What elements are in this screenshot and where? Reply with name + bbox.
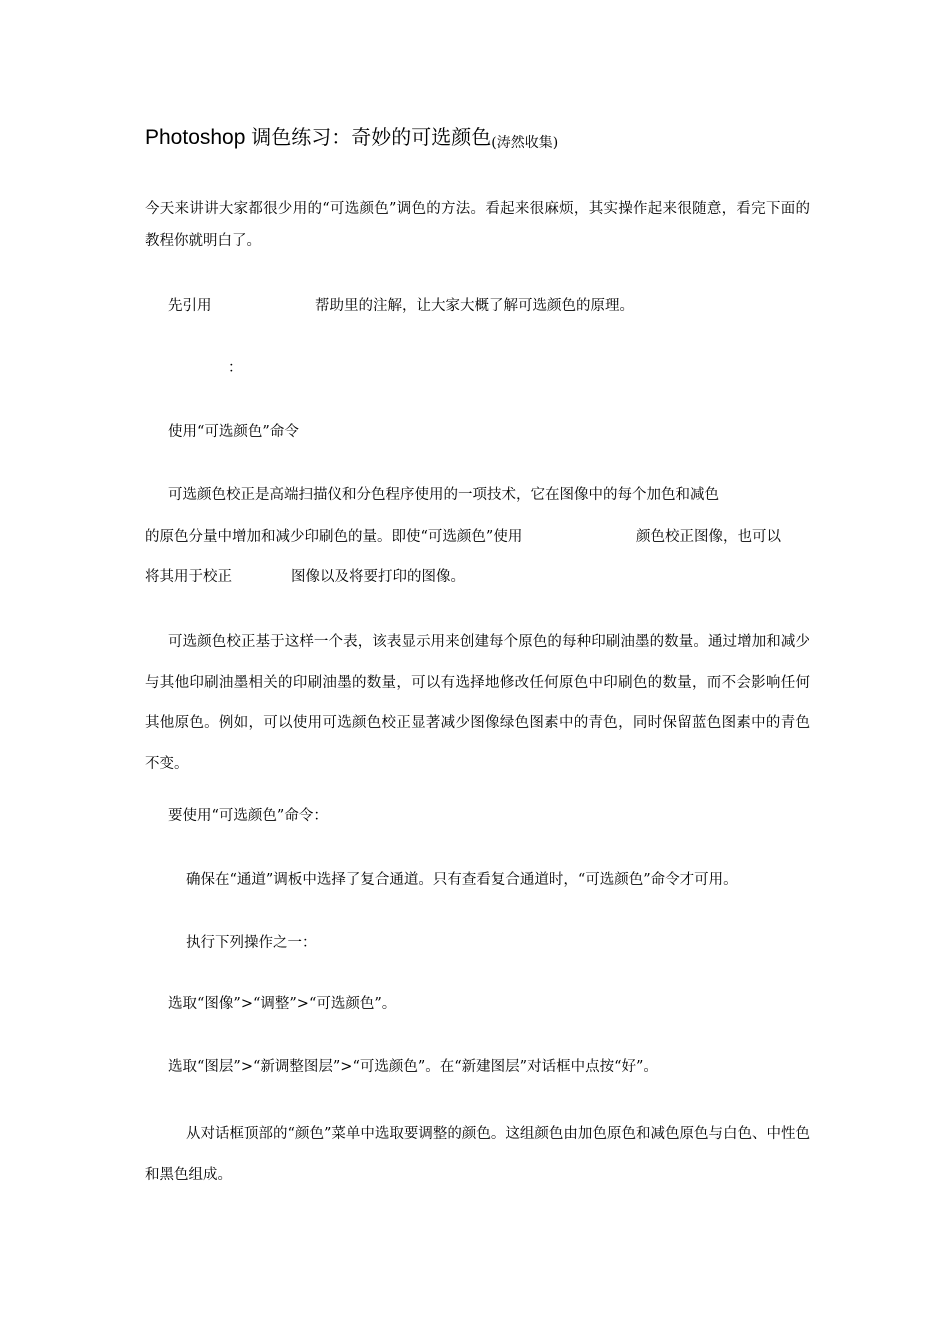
title-main: 调色练习：奇妙的可选颜色 xyxy=(251,125,492,149)
para2: 可选颜色校正基于这样一个表，该表显示用来创建每个原色的每种印刷油墨的数量。通过增加和减少与其他印刷油墨相关的印刷油墨的数量，可以有选择地修改任何原色中印刷色的数量，而不会影响任何其他原色。例如，可以使用可选颜色校正显著减少图像绿色图素中的青色，同时保留蓝色图素中的青色不变。 xyxy=(145,634,810,772)
usage-heading: 要使用“可选颜色”命令： xyxy=(168,808,328,824)
step-3: 从对话框顶部的“颜色”菜单中选取要调整的颜色。这组颜色由加色原色和减色原色与白色、中性色和黑色组成。 xyxy=(145,1126,810,1183)
para1-line3-before: 将其用于校正 xyxy=(145,569,232,585)
title-note: (涛然收集) xyxy=(491,135,559,151)
para1-line1: 可选颜色校正是高端扫描仪和分色程序使用的一项技术，它在图像中的每个加色和减色 xyxy=(168,487,719,503)
quote-intro-after: 帮助里的注解，让大家大概了解可选颜色的原理。 xyxy=(315,298,634,314)
option-1: 选取“图像”>“调整”>“可选颜色”。 xyxy=(168,996,397,1012)
colon-line: ： xyxy=(228,360,243,376)
para1-line3-after: 图像以及将要打印的图像。 xyxy=(291,569,465,585)
step-1: 确保在“通道”调板中选择了复合通道。只有查看复合通道时，“可选颜色”命令才可用。 xyxy=(186,872,738,888)
para1-line2-before: 的原色分量中增加和减少印刷色的量。即使“可选颜色”使用 xyxy=(145,529,523,545)
command-heading: 使用“可选颜色”命令 xyxy=(168,424,299,440)
para1-line2-after: 颜色校正图像，也可以 xyxy=(636,529,781,545)
step-2: 执行下列操作之一： xyxy=(186,935,317,951)
quote-intro-before: 先引用 xyxy=(168,298,212,314)
option-2: 选取“图层”>“新调整图层”>“可选颜色”。在“新建图层”对话框中点按“好”。 xyxy=(168,1059,658,1075)
document-title xyxy=(145,121,558,159)
intro-paragraph: 今天来讲讲大家都很少用的“可选颜色”调色的方法。看起来很麻烦，其实操作起来很随意，看完下面的教程你就明白了。 xyxy=(145,201,810,249)
title-latin: Photoshop xyxy=(145,126,252,149)
